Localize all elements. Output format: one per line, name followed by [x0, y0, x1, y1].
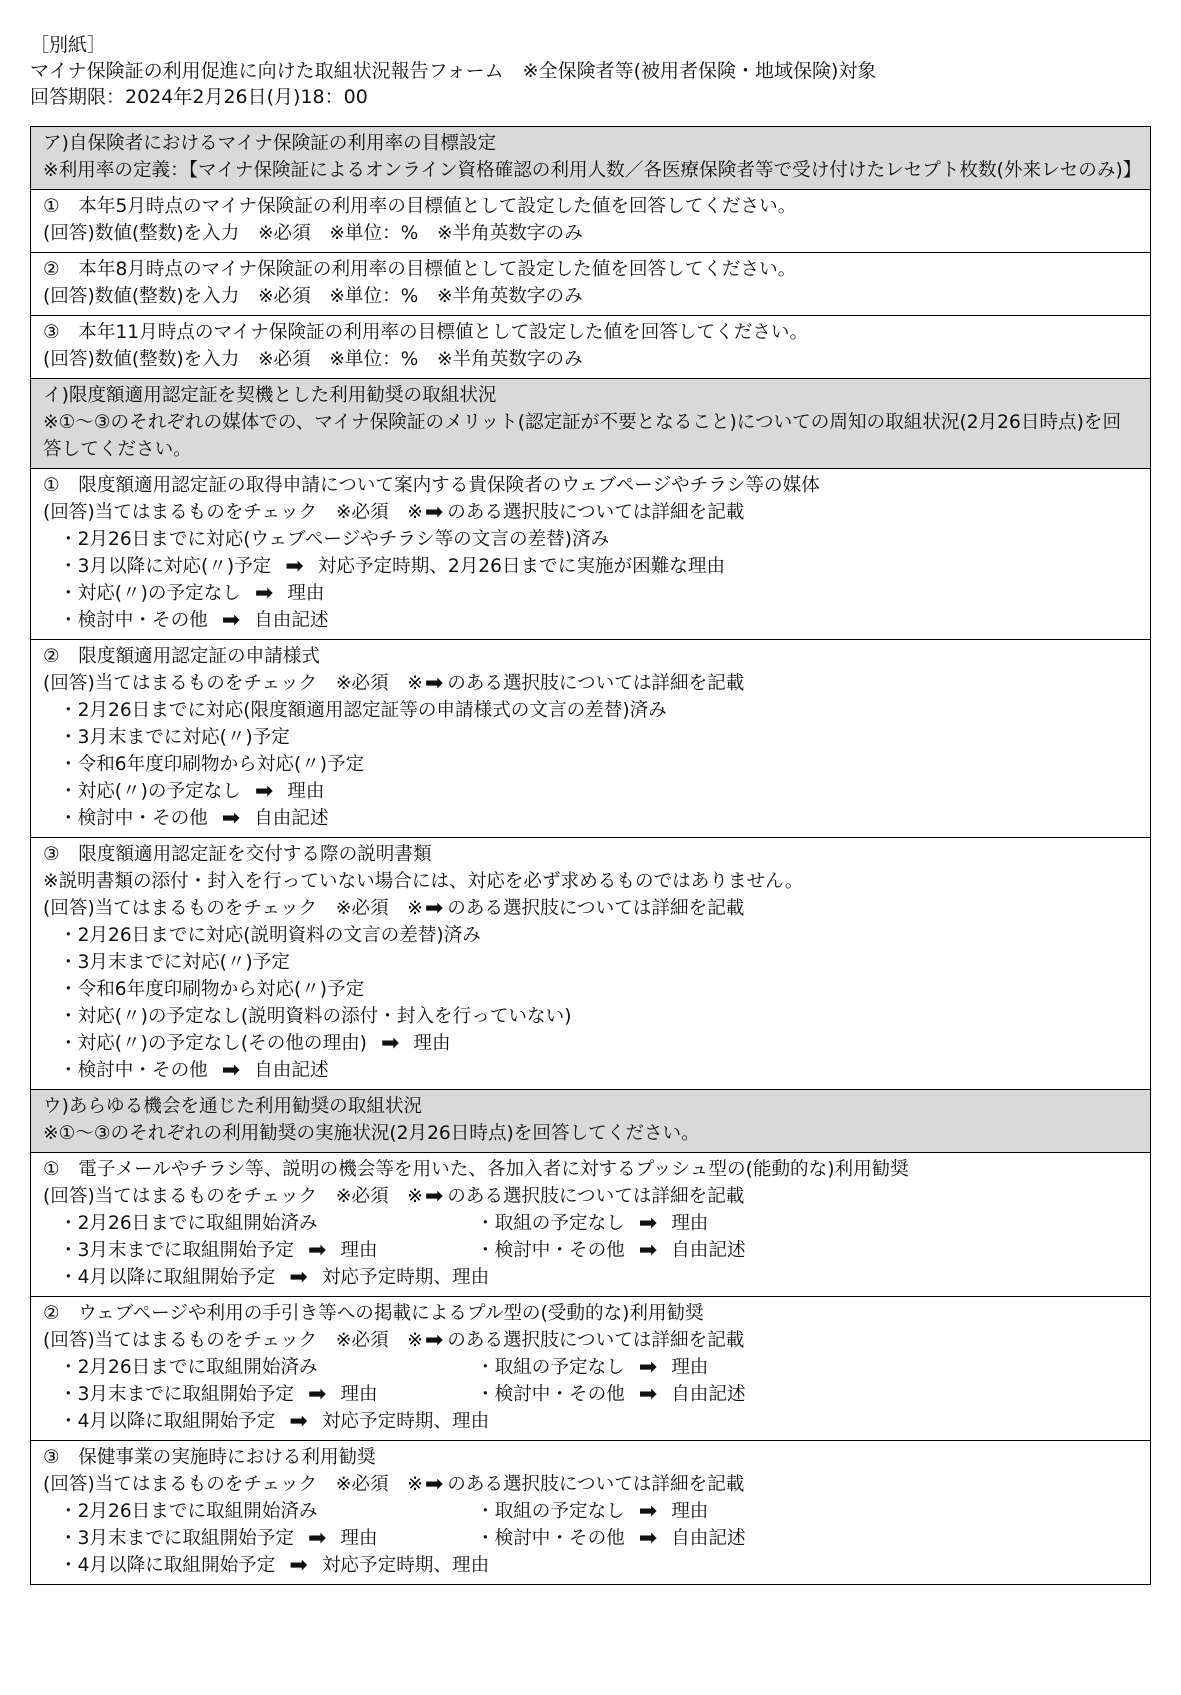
arrow-icon: ➡ — [289, 1553, 308, 1578]
arrow-icon: ➡ — [221, 806, 241, 831]
answer-instruction: (回答)当てはまるものをチェック ※必須 ※➡ のある選択肢については詳細を記載 — [43, 500, 745, 525]
option-item: ・3月末までに取組開始予定 — [59, 1240, 294, 1261]
arrow-icon: ➡ — [424, 671, 444, 696]
arrow-icon: ➡ — [638, 1355, 658, 1380]
answer-instruction: (回答)当てはまるものをチェック ※必須 ※➡ のある選択肢については詳細を記載 — [43, 1184, 745, 1209]
question-a2 — [31, 253, 1151, 316]
arrow-icon: ➡ — [380, 1031, 400, 1056]
arrow-icon: ➡ — [638, 1238, 658, 1263]
answer-instruction: (回答)当てはまるものをチェック ※必須 ※➡ のある選択肢については詳細を記載 — [43, 671, 745, 696]
question-u3 — [31, 1441, 1151, 1585]
section-a-header — [31, 127, 1151, 190]
option-item: ・3月末までに対応(〃)予定 — [59, 727, 290, 748]
arrow-icon: ➡ — [638, 1211, 658, 1236]
arrow-icon: ➡ — [638, 1526, 658, 1551]
answer-instruction: (回答)数値(整数)を入力 ※必須 ※単位：% ※半角英数字のみ — [43, 349, 583, 370]
question-text: ③ 限度額適用認定証を交付する際の説明書類 — [43, 844, 432, 865]
arrow-icon: ➡ — [307, 1526, 327, 1551]
arrow-icon: ➡ — [254, 779, 274, 804]
answer-instruction: (回答)数値(整数)を入力 ※必須 ※単位：% ※半角英数字のみ — [43, 286, 583, 307]
option-item: ・取組の予定なし — [476, 1501, 625, 1522]
arrow-icon: ➡ — [289, 1409, 308, 1434]
option-item: ・3月以降に対応(〃)予定 ➡ 対応予定時期、2月26日までに実施が困難な理由 — [59, 554, 726, 579]
question-text: ② 限度額適用認定証の申請様式 — [43, 646, 320, 667]
option-item: ・3月末までに取組開始予定 — [59, 1528, 294, 1549]
report-form-table — [30, 126, 1151, 1585]
option-item: ・2月26日までに取組開始済み — [59, 1501, 318, 1522]
arrow-icon: ➡ — [424, 1184, 444, 1209]
question-i2 — [31, 640, 1151, 838]
arrow-icon: ➡ — [307, 1238, 327, 1263]
answer-instruction: (回答)当てはまるものをチェック ※必須 ※➡ のある選択肢については詳細を記載 — [43, 1472, 745, 1497]
question-text: ② 本年8月時点のマイナ保険証の利用率の目標値として設定した値を回答してください。 — [43, 259, 797, 280]
annex-label: ［別紙］ — [30, 34, 107, 56]
question-text: ② ウェブページや利用の手引き等への掲載によるプル型の(受動的な)利用勧奨 — [43, 1303, 704, 1324]
question-note: ※説明書類の添付・封入を行っていない場合には、対応を必ず求めるものではありません。 — [43, 871, 804, 892]
option-item: ・検討中・その他 ➡ 自由記述 — [59, 806, 329, 831]
arrow-icon: ➡ — [254, 581, 274, 606]
answer-instruction: (回答)当てはまるものをチェック ※必須 ※➡ のある選択肢については詳細を記載 — [43, 896, 745, 921]
section-i-header — [31, 379, 1151, 469]
option-item: ・検討中・その他 — [476, 1528, 625, 1549]
arrow-icon: ➡ — [638, 1382, 658, 1407]
option-item: ・3月末までに取組開始予定 — [59, 1384, 294, 1405]
option-row: ・2月26日までに取組開始済み ・取組の予定なし ➡ 理由 — [59, 1499, 709, 1524]
section-title: ア)自保険者におけるマイナ保険証の利用率の目標設定 — [43, 133, 497, 154]
answer-deadline: 回答期限：2024年2月26日(月)18：00 — [30, 86, 368, 108]
arrow-icon: ➡ — [285, 554, 304, 579]
question-text: ① 電子メールやチラシ等、説明の機会等を用いた、各加入者に対するプッシュ型の(能動的な)利用勧奨 — [43, 1159, 909, 1180]
question-u2 — [31, 1297, 1151, 1441]
document-header — [30, 32, 876, 110]
arrow-icon: ➡ — [221, 608, 241, 633]
option-row: ・3月末までに取組開始予定 ➡ 理由 ・検討中・その他 ➡ 自由記述 — [59, 1382, 746, 1407]
arrow-icon: ➡ — [424, 1472, 444, 1497]
section-title: イ)限度額適用認定証を契機とした利用勧奨の取組状況 — [43, 385, 497, 406]
arrow-icon: ➡ — [638, 1499, 658, 1524]
option-item: ・2月26日までに取組開始済み — [59, 1213, 318, 1234]
question-i3 — [31, 838, 1151, 1090]
form-title: マイナ保険証の利用促進に向けた取組状況報告フォーム ※全保険者等(被用者保険・地域保険)対象 — [30, 60, 877, 82]
arrow-icon: ➡ — [289, 1265, 308, 1290]
question-text: ③ 本年11月時点のマイナ保険証の利用率の目標値として設定した値を回答してください。 — [43, 322, 809, 343]
option-row: ・3月末までに取組開始予定 ➡ 理由 ・検討中・その他 ➡ 自由記述 — [59, 1238, 746, 1263]
option-row: ・2月26日までに取組開始済み ・取組の予定なし ➡ 理由 — [59, 1355, 709, 1380]
question-text: ① 本年5月時点のマイナ保険証の利用率の目標値として設定した値を回答してください。 — [43, 196, 797, 217]
option-row: ・3月末までに取組開始予定 ➡ 理由 ・検討中・その他 ➡ 自由記述 — [59, 1526, 746, 1551]
question-text: ① 限度額適用認定証の取得申請について案内する貴保険者のウェブページやチラシ等の媒体 — [43, 475, 820, 496]
section-u-header — [31, 1090, 1151, 1153]
question-u1 — [31, 1153, 1151, 1297]
option-item: ・2月26日までに取組開始済み — [59, 1357, 318, 1378]
option-item: ・4月以降に取組開始予定 ➡ 対応予定時期、理由 — [59, 1409, 490, 1434]
question-a3 — [31, 316, 1151, 379]
question-a1 — [31, 190, 1151, 253]
option-item: ・検討中・その他 — [476, 1240, 625, 1261]
section-note: ※①～③のそれぞれの媒体での、マイナ保険証のメリット(認定証が不要となること)についての周知の取組状況(2月26日時点)を回答してください。 — [43, 412, 1122, 460]
option-item: ・令和6年度印刷物から対応(〃)予定 — [59, 979, 365, 1000]
arrow-icon: ➡ — [307, 1382, 327, 1407]
arrow-icon: ➡ — [424, 1328, 444, 1353]
option-item: ・2月26日までに対応(説明資料の文言の差替)済み — [59, 925, 481, 946]
option-item: ・3月末までに対応(〃)予定 — [59, 952, 290, 973]
option-item: ・取組の予定なし — [476, 1357, 625, 1378]
option-item: ・検討中・その他 ➡ 自由記述 — [59, 608, 329, 633]
option-item: ・対応(〃)の予定なし(説明資料の添付・封入を行っていない) — [59, 1006, 572, 1027]
option-item: ・対応(〃)の予定なし(その他の理由) ➡ 理由 — [59, 1031, 451, 1056]
option-row: ・2月26日までに取組開始済み ・取組の予定なし ➡ 理由 — [59, 1211, 709, 1236]
section-note: ※①～③のそれぞれの利用勧奨の実施状況(2月26日時点)を回答してください。 — [43, 1123, 700, 1144]
option-item: ・対応(〃)の予定なし ➡ 理由 — [59, 779, 325, 804]
arrow-icon: ➡ — [221, 1058, 241, 1083]
option-item: ・検討中・その他 — [476, 1384, 625, 1405]
question-text: ③ 保健事業の実施時における利用勧奨 — [43, 1447, 376, 1468]
option-item: ・取組の予定なし — [476, 1213, 625, 1234]
option-item: ・対応(〃)の予定なし ➡ 理由 — [59, 581, 325, 606]
option-item: ・令和6年度印刷物から対応(〃)予定 — [59, 754, 365, 775]
option-item: ・4月以降に取組開始予定 ➡ 対応予定時期、理由 — [59, 1265, 490, 1290]
section-note: ※利用率の定義：【マイナ保険証によるオンライン資格確認の利用人数／各医療保険者等で受け付けたレセプト枚数(外来レセのみ)】 — [43, 160, 1142, 181]
arrow-icon: ➡ — [424, 500, 444, 525]
answer-instruction: (回答)数値(整数)を入力 ※必須 ※単位：% ※半角英数字のみ — [43, 223, 583, 244]
section-title: ウ)あらゆる機会を通じた利用勧奨の取組状況 — [43, 1096, 423, 1117]
option-item: ・2月26日までに対応(限度額適用認定証等の申請様式の文言の差替)済み — [59, 700, 667, 721]
option-item: ・検討中・その他 ➡ 自由記述 — [59, 1058, 329, 1083]
question-i1 — [31, 469, 1151, 640]
answer-instruction: (回答)当てはまるものをチェック ※必須 ※➡ のある選択肢については詳細を記載 — [43, 1328, 745, 1353]
option-item: ・4月以降に取組開始予定 ➡ 対応予定時期、理由 — [59, 1553, 490, 1578]
arrow-icon: ➡ — [424, 896, 444, 921]
option-item: ・2月26日までに対応(ウェブページやチラシ等の文言の差替)済み — [59, 529, 610, 550]
